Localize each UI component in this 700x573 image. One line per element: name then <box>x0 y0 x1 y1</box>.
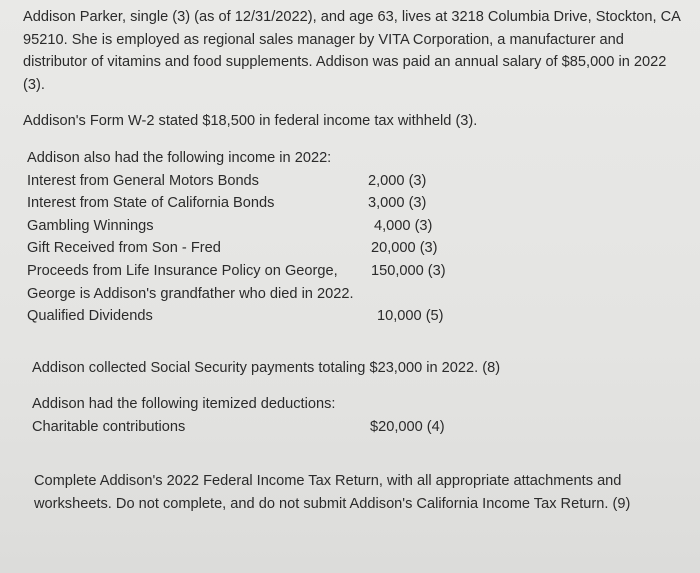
income-row <box>27 170 427 193</box>
income-amount: 2,000 (3) <box>368 172 427 189</box>
income-label: Gift Received from Son - Fred <box>27 240 221 257</box>
income-amount: 20,000 (3) <box>371 240 438 257</box>
income-amount: 4,000 (3) <box>374 217 433 234</box>
income-row <box>27 305 444 328</box>
income-row <box>27 260 446 283</box>
income-row <box>27 192 427 215</box>
income-heading: Addison also had the following income in 2022: <box>27 150 332 166</box>
income-label: Qualified Dividends <box>27 308 153 325</box>
income-label: Gambling Winnings <box>27 217 154 234</box>
income-amount: 3,000 (3) <box>368 195 427 212</box>
income-label: George is Addison's grandfather who died in 2022. <box>27 285 354 302</box>
income-amount: 10,000 (5) <box>377 308 444 325</box>
income-amount: 150,000 (3) <box>371 262 446 279</box>
income-section <box>27 147 446 328</box>
intro-paragraph: Addison Parker, single (3) (as of 12/31/2022), and age 63, lives at 3218 Columbia Drive, Stockton, CA 95210. She is employed as regional sales manager by VITA Corporation, a manufacturer and distributor of vitamins and food supplements. Addison was paid an annual salary of $85,000 in 2022 (3). <box>23 9 681 93</box>
income-label: Proceeds from Life Insurance Policy on George, <box>27 262 338 279</box>
final-instruction: Complete Addison's 2022 Federal Income Tax Return, with all appropriate attachments and worksheets. Do not complete, and do not submit Addison's California Income Tax Return. (9) <box>34 473 631 512</box>
income-label: Interest from General Motors Bonds <box>27 172 259 189</box>
deduction-amount: $20,000 (4) <box>370 419 445 435</box>
deduction-label: Charitable contributions <box>32 419 186 435</box>
income-label: Interest from State of California Bonds <box>27 195 275 212</box>
deductions-heading: Addison had the following itemized deductions: <box>32 396 336 412</box>
w2-paragraph: Addison's Form W-2 stated $18,500 in federal income tax withheld (3). <box>23 113 478 129</box>
social-security-line: Addison collected Social Security payments totaling $23,000 in 2022. (8) <box>32 360 501 376</box>
income-row <box>27 215 433 238</box>
income-row <box>27 283 354 306</box>
deduction-row <box>32 419 502 435</box>
income-row <box>27 237 438 260</box>
